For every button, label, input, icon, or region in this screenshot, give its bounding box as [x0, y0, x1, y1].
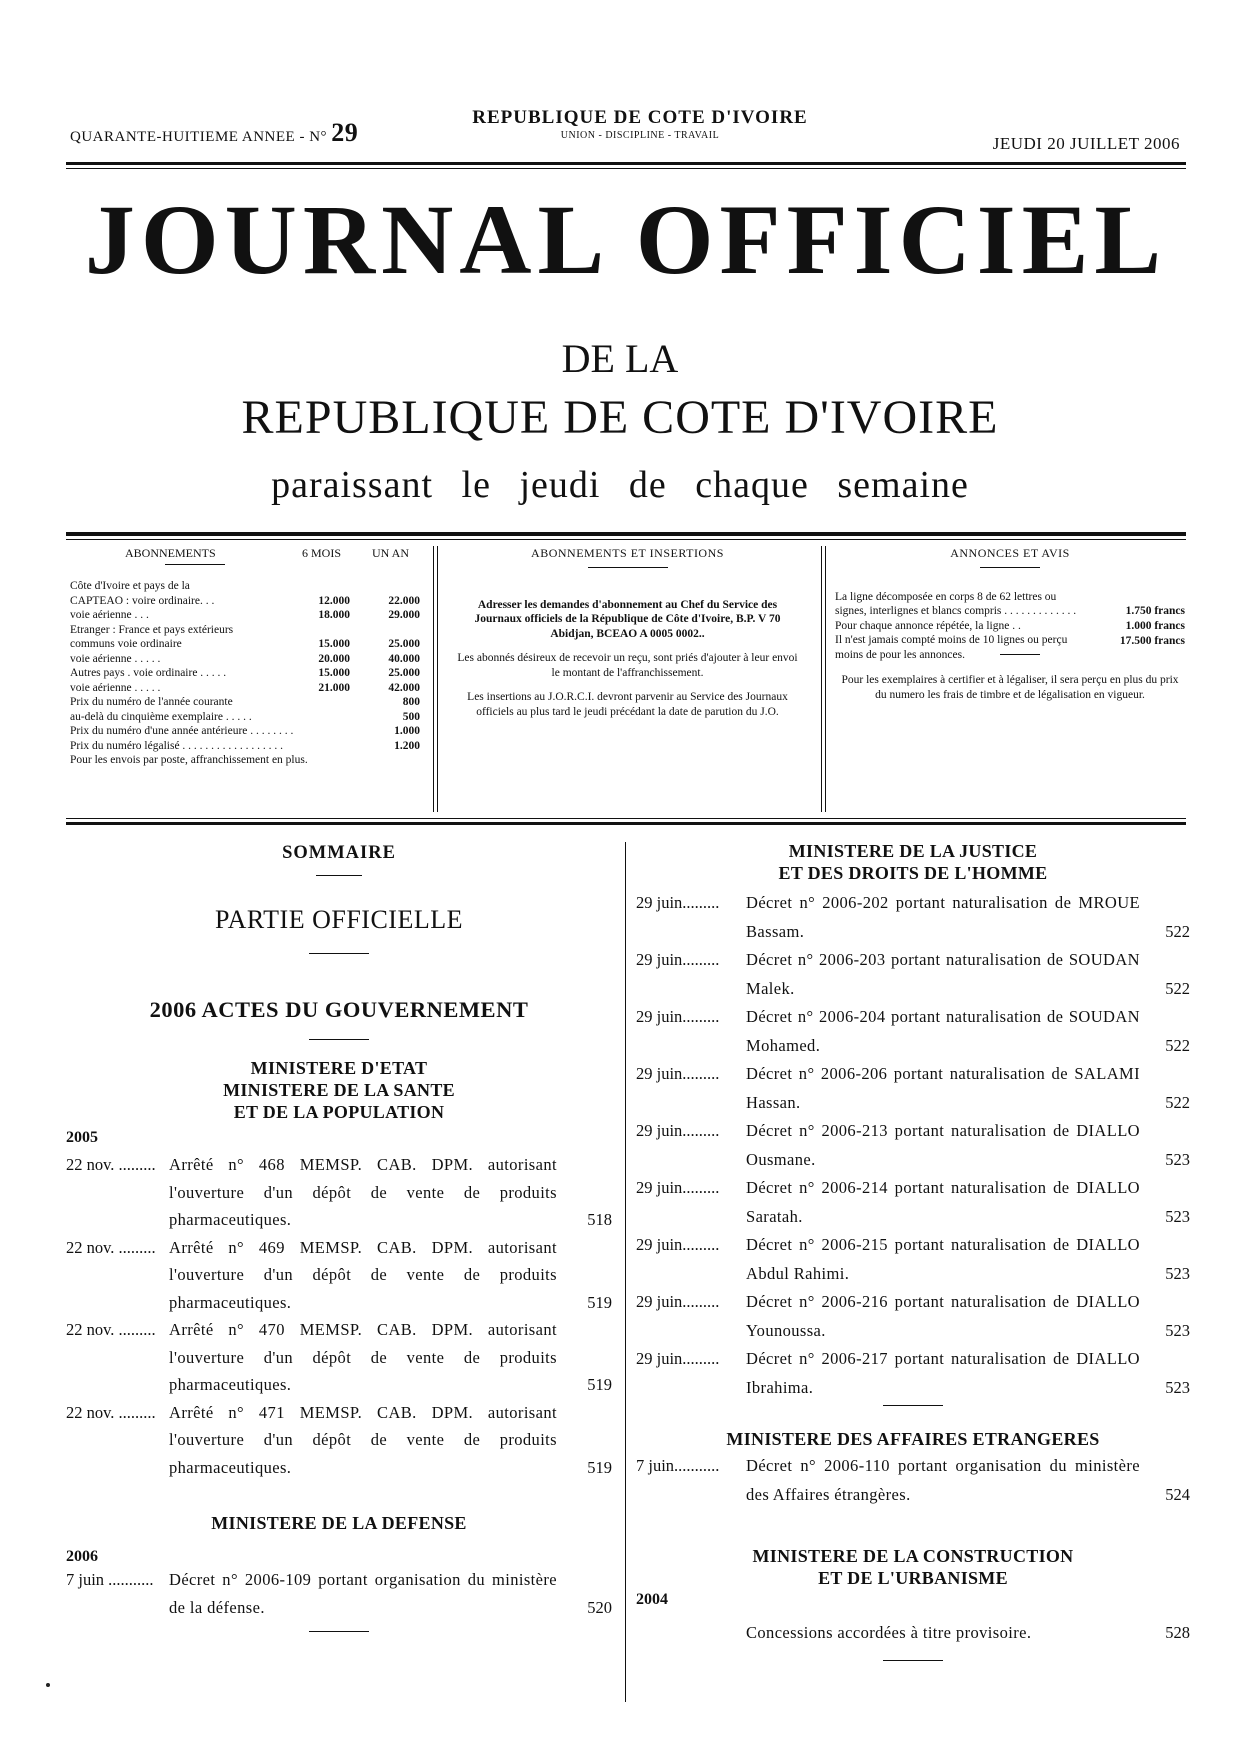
issue-date: JEUDI 20 JUILLET 2006	[992, 134, 1180, 153]
masthead-title: JOURNAL OFFICIEL	[84, 184, 1168, 295]
defense-year: 2006	[66, 1548, 98, 1565]
masthead-frequency: paraissant le jeudi de chaque semaine	[271, 464, 969, 506]
republic-name: REPUBLIQUE DE COTE D'IVOIRE	[472, 107, 808, 128]
annonces-minimum-price	[835, 633, 1185, 662]
affaires-entries	[636, 1452, 1190, 1509]
motto: UNION - DISCIPLINE - TRAVAIL	[560, 130, 720, 141]
column-divider	[625, 842, 626, 1702]
header-rule-thin	[66, 168, 1186, 169]
entry-text: Décret n° 2006-213 portant naturalisation de DIALLO Ousmane.	[746, 1121, 1140, 1169]
abonnement-label: Autres pays . voie ordinaire . . . . .	[70, 667, 227, 679]
entry-date: 22 nov. .........	[66, 1402, 156, 1422]
entry-page: 518	[587, 1210, 612, 1229]
masthead-de-la: DE LA	[561, 336, 679, 381]
annonces-line-text: La ligne décomposée en corps 8 de 62 lettres ou signes, interlignes et blancs compris . . . . . . . . . . . . .	[835, 590, 1077, 617]
abonnement-label: Prix du numéro de l'année courante	[70, 696, 233, 708]
col-6-mois: 6 MOIS	[302, 546, 342, 560]
sante-entries	[66, 1151, 612, 1481]
sommaire-entry	[66, 1151, 612, 1234]
sommaire-entry	[66, 1234, 612, 1317]
masthead-republique: REPUBLIQUE DE COTE D'IVOIRE	[241, 391, 999, 444]
abonnement-row	[70, 637, 420, 652]
actes-gouvernement: 2006 ACTES DU GOUVERNEMENT	[149, 997, 529, 1022]
info-rule-top-thin	[66, 539, 1186, 540]
abonnement-label: voie aérienne . . .	[70, 609, 149, 621]
entry-page: 519	[587, 1457, 612, 1477]
annonces-line-amount: 1.750 francs	[1125, 605, 1185, 617]
abonnement-un-an: 800	[402, 696, 420, 708]
sommaire-entry	[636, 1452, 1190, 1509]
edition-line	[70, 118, 358, 148]
entry-page: 522	[1165, 978, 1190, 998]
sommaire-entry	[66, 1399, 612, 1482]
abonnement-un-an: 500	[402, 710, 420, 723]
annonces-line-price	[835, 590, 1185, 619]
justice-title-2: ET DES DROITS DE L'HOMME	[778, 863, 1048, 883]
annonces-title: ANNONCES ET AVIS	[950, 546, 1070, 560]
abonnement-un-an: 22.000	[388, 594, 420, 607]
section-defense	[66, 1512, 612, 1632]
entry-date: 29 juin.........	[636, 893, 720, 912]
abonnements-insertions-title: ABONNEMENTS ET INSERTIONS	[531, 546, 724, 560]
abonnement-label: au-delà du cinquième exemplaire . . . . .	[70, 710, 252, 723]
abonnements-title-rule	[165, 564, 225, 565]
entry-text: Décret n° 2006-110 portant organisation du ministère des Affaires étrangères.	[746, 1456, 1140, 1504]
entry-page: 522	[1165, 1035, 1190, 1055]
abonnement-label: voie aérienne . . . . .	[70, 681, 161, 694]
annonces-repeat-amount: 1.000 francs	[1125, 619, 1185, 632]
sommaire-entry	[636, 1060, 1190, 1117]
entry-page: 523	[1165, 1320, 1190, 1340]
abonnement-6-mois: 18.000	[318, 609, 350, 621]
entry-page: 522	[1165, 1092, 1190, 1112]
annonces-minimum-text: Il n'est jamais compté moins de 10 lignes ou perçu moins de pour les annonces.	[835, 634, 1068, 661]
abonnement-6-mois: 21.000	[318, 681, 350, 694]
abonnement-6-mois: 12.000	[318, 594, 350, 607]
abonnements-header	[70, 546, 420, 564]
entry-date: 29 juin.........	[636, 1349, 720, 1368]
entry-date: 22 nov. .........	[66, 1320, 156, 1339]
entry-page: 523	[1165, 1149, 1190, 1169]
entry-date: 29 juin.........	[636, 1235, 720, 1254]
entry-text: Arrêté n° 469 MEMSP. CAB. DPM. autorisant l'ouverture d'un dépôt de vente de produits pharmaceutiques.	[169, 1237, 557, 1312]
entry-date: 29 juin.........	[636, 1064, 720, 1083]
abonnement-un-an: 1.000	[394, 725, 420, 737]
abonnement-label: communs voie ordinaire	[70, 638, 182, 650]
entry-page: 523	[1165, 1206, 1190, 1226]
sante-title-2: MINISTERE DE LA SANTE	[223, 1080, 455, 1100]
abonnement-un-an: 29.000	[388, 609, 420, 621]
defense-entries	[66, 1566, 612, 1621]
abonnement-row	[70, 594, 420, 609]
annonces-note: Pour les exemplaires à certifier et à légaliser, il sera perçu en plus du prix du numero les frais de timbre et de légalisation en vigueur.	[841, 674, 1179, 701]
abonnement-label: Prix du numéro légalisé . . . . . . . . . . . . . . . . . .	[70, 739, 284, 752]
entry-text: Décret n° 2006-216 portant naturalisation de DIALLO Younoussa.	[746, 1292, 1140, 1340]
info-rule-bottom-thick	[66, 822, 1186, 825]
construction-title-1: MINISTERE DE LA CONSTRUCTION	[752, 1546, 1074, 1566]
box-divider-2	[821, 546, 822, 812]
defense-rule	[309, 1631, 369, 1632]
sommaire-entry	[636, 1003, 1190, 1060]
abonnements-insertions-box	[455, 546, 800, 812]
entry-date: 29 juin.........	[636, 1121, 720, 1140]
entry-page: 523	[1165, 1377, 1190, 1397]
justice-entries	[636, 889, 1190, 1402]
sommaire-entry	[636, 1288, 1190, 1345]
sommaire-entry	[636, 1619, 1190, 1648]
annonces-box	[835, 546, 1185, 812]
box-divider-1	[433, 546, 434, 812]
entry-page: 524	[1165, 1484, 1190, 1504]
info-rule-top-thick	[66, 532, 1186, 536]
entry-text: Arrêté n° 468 MEMSP. CAB. DPM. autorisant l'ouverture d'un dépôt de vente de produits pharmaceutiques.	[169, 1155, 557, 1229]
abonnement-label: voie aérienne . . . . .	[70, 652, 161, 665]
entry-date: 29 juin.........	[636, 950, 720, 969]
entry-date: 22 nov. .........	[66, 1237, 156, 1257]
entry-page: 519	[587, 1375, 612, 1394]
abonnements-box	[70, 546, 420, 812]
abonnement-row	[70, 652, 420, 667]
entry-text: Décret n° 2006-202 portant naturalisation de MROUE Bassam.	[746, 893, 1140, 941]
entry-text: Décret n° 2006-203 portant naturalisation de SOUDAN Malek.	[746, 950, 1140, 998]
construction-title-2: ET DE L'URBANISME	[818, 1568, 1008, 1588]
construction-year: 2004	[636, 1591, 668, 1608]
abonnement-6-mois: 15.000	[318, 638, 350, 650]
insertions-address: Adresser les demandes d'abonnement au Chef du Service des Journaux officiels de la République de Côte d'Ivoire, B.P. V 70 Abidjan, BCEAO A 0005 0002..	[474, 598, 781, 640]
entry-text: Décret n° 2006-206 portant naturalisation de SALAMI Hassan.	[746, 1064, 1140, 1112]
abonnements-rows	[70, 579, 420, 768]
entry-date: 7 juin ...........	[66, 1570, 154, 1589]
insertions-deadline: Les insertions au J.O.R.C.I. devront parvenir au Service des Journaux officiels au plus tard le jeudi précédant la date de parution du J.O.	[467, 691, 788, 718]
abonnement-row	[70, 710, 420, 725]
abonnement-un-an: 1.200	[394, 739, 420, 752]
partie-rule	[309, 953, 369, 954]
entry-text: Décret n° 2006-204 portant naturalisation de SOUDAN Mohamed.	[746, 1007, 1140, 1055]
annonces-minimum-amount: 17.500 francs	[1119, 634, 1185, 647]
abonnement-un-an: 25.000	[388, 638, 420, 650]
abonnement-label: Prix du numéro d'une année antérieure . . . . . . . .	[70, 725, 294, 737]
abonnement-un-an: 25.000	[388, 667, 420, 679]
col-un-an: UN AN	[372, 546, 410, 560]
entry-page: 520	[587, 1597, 612, 1617]
construction-entries	[636, 1619, 1190, 1648]
entry-date: 29 juin.........	[636, 1007, 720, 1026]
sommaire-rule	[316, 875, 362, 876]
page-mark	[46, 1683, 50, 1687]
entry-date: 7 juin...........	[636, 1456, 720, 1475]
entry-page: 522	[1165, 921, 1190, 941]
abonnement-row	[70, 739, 420, 754]
abonnement-row	[70, 579, 420, 594]
entry-date: 22 nov. .........	[66, 1155, 156, 1174]
box-divider-2b	[825, 546, 826, 812]
sommaire-right-column	[636, 840, 1190, 1661]
insertions-receipt: Les abonnés désireux de recevoir un reçu, sont priés d'ajouter à leur envoi le montant de l'affranchissement.	[457, 652, 798, 679]
sante-year: 2005	[66, 1129, 98, 1146]
entry-page: 523	[1165, 1263, 1190, 1283]
annonces-repeat-text: Pour chaque annonce répétée, la ligne . .	[835, 619, 1021, 632]
defense-title: MINISTERE DE LA DEFENSE	[211, 1513, 467, 1533]
affaires-title: MINISTERE DES AFFAIRES ETRANGERES	[726, 1429, 1100, 1449]
annonces-repeat-price	[835, 619, 1185, 634]
abonnement-row	[70, 695, 420, 710]
entry-text: Concessions accordées à titre provisoire.	[746, 1623, 1032, 1642]
sommaire-entry	[636, 1117, 1190, 1174]
abonnement-label: Côte d'Ivoire et pays de la	[70, 580, 190, 592]
sommaire-entry	[636, 1174, 1190, 1231]
sante-title-1: MINISTERE D'ETAT	[250, 1058, 428, 1078]
entry-text: Décret n° 2006-215 portant naturalisation de DIALLO Abdul Rahimi.	[746, 1235, 1140, 1283]
construction-rule	[883, 1660, 943, 1661]
issue-number: 29	[331, 118, 359, 147]
sommaire-entry	[636, 1345, 1190, 1402]
republic-heading	[420, 107, 860, 141]
sommaire-entry	[636, 1231, 1190, 1288]
sommaire-left-column	[66, 843, 612, 1632]
entry-date: 29 juin.........	[636, 1178, 720, 1197]
abonnement-label: Pour les envois par poste, affranchissement en plus.	[70, 754, 308, 766]
sommaire-entry	[66, 1316, 612, 1399]
abonnement-6-mois: 20.000	[318, 652, 350, 665]
abonnements-title: ABONNEMENTS	[125, 546, 216, 560]
sommaire-entry	[66, 1566, 612, 1621]
sante-title-3: ET DE LA POPULATION	[233, 1102, 445, 1122]
actes-rule	[309, 1039, 369, 1040]
header-rule-thick	[66, 162, 1186, 165]
justice-title-1: MINISTERE DE LA JUSTICE	[788, 841, 1038, 861]
abonnement-row	[70, 608, 420, 623]
sommaire-title: SOMMAIRE	[282, 843, 396, 863]
abonnement-label: CAPTEAO : voire ordinaire. . .	[70, 594, 215, 607]
entry-date: 29 juin.........	[636, 1292, 720, 1311]
sommaire-entry	[636, 946, 1190, 1003]
abonnement-row	[70, 753, 420, 768]
entry-text: Décret n° 2006-217 portant naturalisation de DIALLO Ibrahima.	[746, 1349, 1140, 1397]
box-divider-1b	[437, 546, 438, 812]
sommaire-entry	[636, 889, 1190, 946]
entry-text: Arrêté n° 471 MEMSP. CAB. DPM. autorisant l'ouverture d'un dépôt de vente de produits pharmaceutiques.	[169, 1402, 557, 1477]
entry-text: Décret n° 2006-109 portant organisation du ministère de la défense.	[169, 1570, 557, 1617]
entry-page: 528	[1165, 1623, 1190, 1642]
section-sante	[66, 1057, 612, 1481]
partie-officielle: PARTIE OFFICIELLE	[215, 905, 463, 934]
edition-label: QUARANTE-HUITIEME ANNEE - N°	[70, 129, 328, 145]
justice-rule	[883, 1405, 943, 1406]
entry-page: 519	[587, 1292, 612, 1312]
abonnement-un-an: 42.000	[388, 681, 420, 694]
abonnement-un-an: 40.000	[388, 652, 420, 665]
abonnement-row	[70, 724, 420, 739]
abonnement-label: Etranger : France et pays extérieurs	[70, 623, 234, 636]
abonnement-row	[70, 681, 420, 696]
entry-text: Décret n° 2006-214 portant naturalisation de DIALLO Saratah.	[746, 1178, 1140, 1226]
info-rule-bottom-thin	[66, 818, 1186, 819]
abonnement-6-mois: 15.000	[318, 667, 350, 679]
abonnement-row	[70, 666, 420, 681]
entry-text: Arrêté n° 470 MEMSP. CAB. DPM. autorisant l'ouverture d'un dépôt de vente de produits pharmaceutiques.	[169, 1320, 557, 1394]
abonnement-row	[70, 623, 420, 638]
